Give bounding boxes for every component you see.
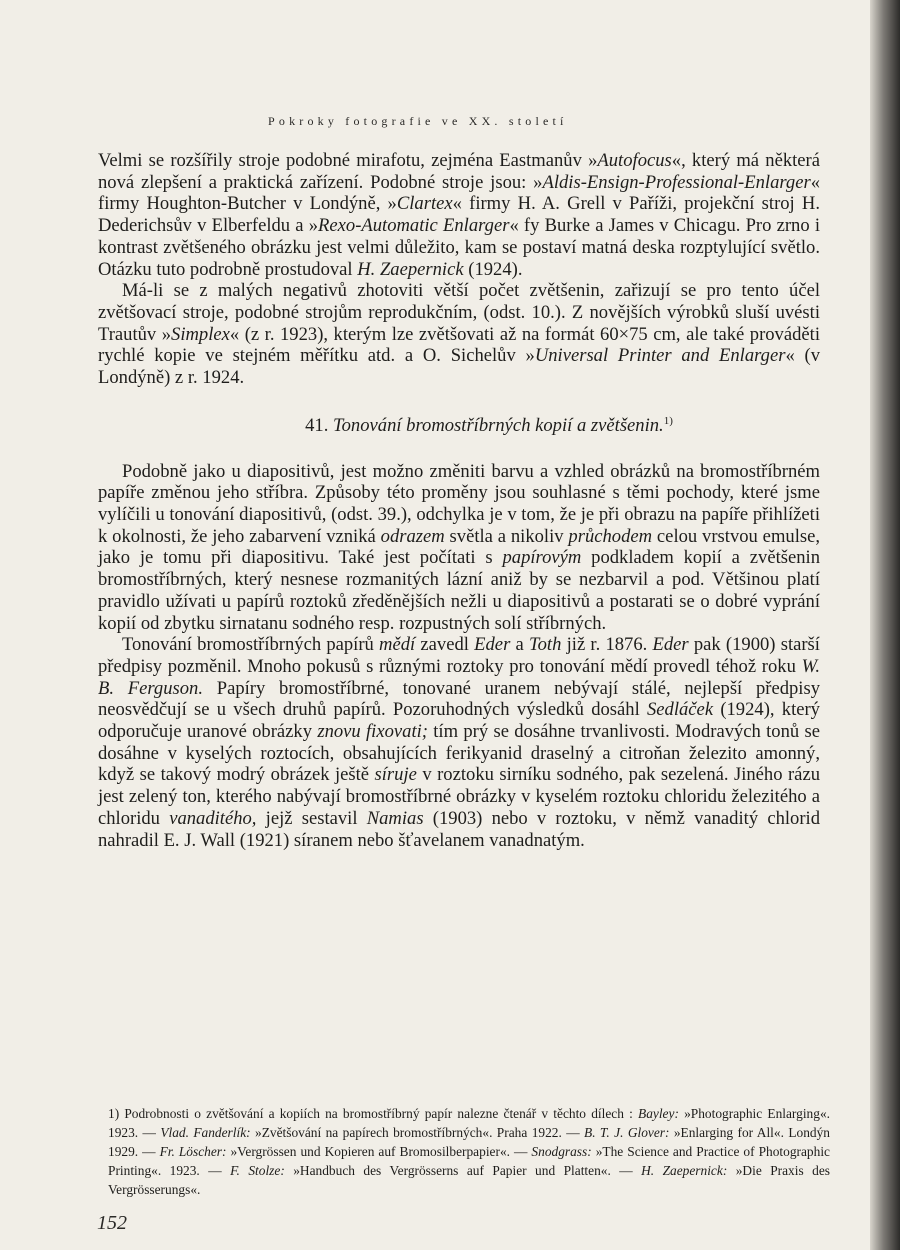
section-title: Tonování bromostříbrných kopií a zvětšenin. (333, 414, 664, 436)
main-text (98, 150, 820, 851)
footnote (108, 1104, 830, 1199)
page-number: 152 (97, 1212, 127, 1234)
paragraph-4: Tonování bromostříbrných papírů mědí zavedl Eder a Toth již r. 1876. Eder pak (1900) starší předpisy pozměnil. Mnoho pokusů s různými roztoky pro tonování mědí provedl téhož roku W. B. Ferguson. Papíry bromostříbrné, tonované uranem nebývají stálé, nejlepší předpisy neosvědčují se u všech druhů papírů. Pozoruhodných výsledků dosáhl Sedláček (1924), který odporučuje uranové obrázky znovu fixovati; tím prý se dosáhne trvanlivosti. Modravých tonů se dosáhne v kyselých roztocích, obsahujících ferikyanid draselný a citroňan železito amonný, když se takový modrý obrázek ještě síruje v roztoku sirníku sodného, pak sezelená. Jiného rázu jest zelený ton, kterého nabývají bromostříbrné obrázky v kyselém roztoku chloridu železitého a chloridu vanaditého, jejž sestavil Namias (1903) nebo v roztoku, v němž vanaditý chlorid nahradil E. J. Wall (1921) síranem nebo šťavelanem vanadnatým. (98, 634, 820, 851)
paragraph-3: Podobně jako u diapositivů, jest možno změniti barvu a vzhled obrázků na bromostříbrném papíře změnou jeho stříbra. Způsoby této proměny jsou souhlasné s těmi pochody, které jsme vylíčili u tonování diapositivů, (odst. 39.), odchylka je v tom, že je při obrazu na papíře přihlížeti k okolnosti, že jeho zabarvení vzniká odrazem světla a nikoliv průchodem celou vrstvou emulse, jako je tomu při diapositivu. Také jest počítati s papírovým podkladem kopií a zvětšenin bromostříbrných, který nesnese rozmanitých lázní aniž by se nezbarvil a pod. Většinou platí pravidlo užívati u papírů roztoků zředěnějších nežli u diapositivů a postarati se o dobré vyprání kopií od zbytku sirnatanu sodného resp. rozpustných solí stříbrných. (98, 460, 821, 634)
running-header: Pokroky fotografie ve XX. století (268, 114, 568, 128)
section-heading (158, 411, 820, 437)
footnote-1: 1) Podrobnosti o zvětšování a kopiích na bromostříbrný papír nalezne čtenář v těchto dílech : Bayley: »Photographic Enlarging«. 1923. — Vlad. Fanderlík: »Zvětšování na papírech bromostříbrných«. Praha 1922. — B. T. J. Glover: »Enlarging for All«. Londýn 1929. — Fr. Löscher: »Vergrössen und Kopieren auf Bromosilberpapier«. — Snodgrass: »The Science and Practice of Photographic Printing«. 1923. — F. Stolze: »Handbuch des Vergrösserns auf Papier und Platten«. — H. Zaepernick: »Die Praxis des Vergrösserungs«. (108, 1106, 830, 1197)
book-gutter-shadow (870, 0, 900, 1250)
paragraph-2: Má-li se z malých negativů zhotoviti větší počet zvětšenin, zařizují se pro tento účel zvětšovací stroje, podobné strojům reprodukčním, (odst. 10.). Z novějších výrobků sluší uvésti Trautův »Simplex« (z r. 1923), kterým lze zvětšovati až na formát 60×75 cm, ale také prováděti rychlé kopie ve stejném měřítku atd. a O. Sichelův »Universal Printer and Enlarger« (v Londýně) z r. 1924. (98, 280, 820, 389)
footnote-mark: 1) (663, 414, 673, 427)
section-number: 41. (305, 414, 329, 436)
paragraph-1: Velmi se rozšířily stroje podobné mirafotu, zejména Eastmanův »Autofocus«, který má některá nová zlepšení a praktická zařízení. Podobné stroje jsou: »Aldis-Ensign-Professional-Enlarger« firmy Houghton-Butcher v Londýně, »Clartex« firmy H. A. Grell v Paříži, projekční stroj H. Dederichsův v Elberfeldu a »Rexo-Automatic Enlarger« fy Burke a James v Chicagu. Pro zrno i kontrast zvětšeného obrázku jest velmi důležito, kam se postaví matná deska rozptylující světlo. Otázku tuto podrobně prostudoval H. Zaepernick (1924). (98, 150, 820, 280)
